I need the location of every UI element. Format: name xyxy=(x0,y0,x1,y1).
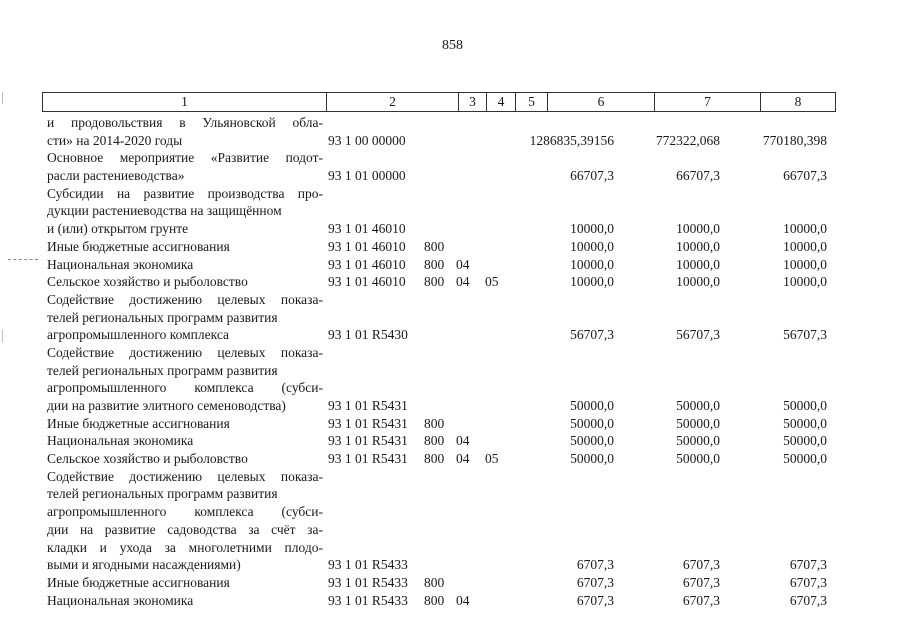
row-value-col7: 56707,3 xyxy=(676,327,720,343)
row-section: 04 xyxy=(456,451,470,467)
row-code: 93 1 01 R5433 xyxy=(328,574,408,590)
row-name: Иные бюджетные ассигнования xyxy=(47,574,230,590)
table-row xyxy=(0,468,905,486)
scan-margin-tick xyxy=(2,92,3,104)
row-section: 04 xyxy=(456,256,470,272)
row-expense-type: 800 xyxy=(424,274,445,290)
table-row xyxy=(0,326,905,344)
row-code: 93 1 01 46010 xyxy=(328,256,406,272)
table-row xyxy=(0,485,905,503)
table-row xyxy=(0,309,905,327)
row-code: 93 1 01 46010 xyxy=(328,221,406,237)
row-name: Национальная экономика xyxy=(47,256,194,272)
row-value-col6: 50000,0 xyxy=(570,415,614,431)
page-number: 858 xyxy=(442,38,463,53)
row-expense-type: 800 xyxy=(424,238,445,254)
row-code: 93 1 00 00000 xyxy=(328,132,406,148)
row-name: дии на развитие элитного семеноводства) xyxy=(47,398,286,413)
table-row xyxy=(0,539,905,557)
row-value-col6: 50000,0 xyxy=(570,433,614,449)
row-value-col8: 6707,3 xyxy=(789,557,827,573)
row-value-col6: 6707,3 xyxy=(576,592,614,608)
row-value-col7: 50000,0 xyxy=(676,415,720,431)
row-value-col6: 10000,0 xyxy=(570,274,614,290)
table-row xyxy=(0,574,905,592)
row-name: расли растениеводства» xyxy=(47,168,185,184)
row-code: 93 1 01 00000 xyxy=(328,168,406,184)
row-name: Национальная экономика xyxy=(47,592,194,608)
row-subsection: 05 xyxy=(485,274,499,290)
table-row xyxy=(0,220,905,238)
table-row xyxy=(0,450,905,468)
table-row xyxy=(0,167,905,185)
header-col-4: 4 xyxy=(487,93,516,111)
header-col-5: 5 xyxy=(516,93,548,111)
row-name: телей региональных программ развития xyxy=(47,309,278,325)
table-row xyxy=(0,256,905,274)
row-code: 93 1 01 R5433 xyxy=(328,592,408,608)
table-row xyxy=(0,149,905,167)
row-code: 93 1 01 R5431 xyxy=(328,398,408,413)
row-name: Сельское хозяйство и рыболовство xyxy=(47,274,248,290)
row-name: сти» на 2014-2020 годы xyxy=(47,132,183,148)
row-expense-type: 800 xyxy=(424,433,445,449)
row-value-col7: 50000,0 xyxy=(676,433,720,449)
row-value-col7: 772322,068 xyxy=(655,132,720,148)
row-value-col6: 10000,0 xyxy=(570,238,614,254)
row-code: 93 1 01 R5431 xyxy=(328,451,408,467)
table-body xyxy=(0,114,905,609)
row-name: Субсидии на развитие производства про- xyxy=(47,185,323,201)
header-col-1: 1 xyxy=(43,93,327,111)
table-row xyxy=(0,521,905,539)
table-row xyxy=(0,397,905,415)
row-code: 93 1 01 R5431 xyxy=(328,433,408,449)
row-name: Содействие достижению целевых показа- xyxy=(47,344,323,360)
row-value-col8: 6707,3 xyxy=(789,574,827,590)
table-row xyxy=(0,503,905,521)
row-expense-type: 800 xyxy=(424,415,445,431)
row-name: выми и ягодными насаждениями) xyxy=(47,557,241,573)
row-value-col8: 770180,398 xyxy=(762,132,827,148)
row-name: дии на развитие садоводства за счёт за- xyxy=(47,521,323,537)
row-value-col6: 50000,0 xyxy=(570,398,614,413)
table-row xyxy=(0,185,905,203)
header-col-6: 6 xyxy=(548,93,655,111)
table-row xyxy=(0,379,905,397)
row-value-col6: 1286835,39156 xyxy=(529,132,614,148)
table-row xyxy=(0,202,905,220)
table-row xyxy=(0,592,905,610)
row-value-col8: 10000,0 xyxy=(783,256,827,272)
row-section: 04 xyxy=(456,592,470,608)
table-row xyxy=(0,556,905,574)
header-col-3: 3 xyxy=(459,93,487,111)
row-value-col8: 50000,0 xyxy=(783,451,827,467)
table-row xyxy=(0,273,905,291)
row-value-col8: 6707,3 xyxy=(789,592,827,608)
row-name: телей региональных программ развития xyxy=(47,362,278,378)
row-name: агропромышленного комплекса xyxy=(47,327,229,343)
row-name: Содействие достижению целевых показа- xyxy=(47,468,323,484)
table-row xyxy=(0,238,905,256)
row-value-col7: 6707,3 xyxy=(682,592,720,608)
row-expense-type: 800 xyxy=(424,256,445,272)
row-value-col7: 10000,0 xyxy=(676,256,720,272)
row-value-col6: 56707,3 xyxy=(570,327,614,343)
row-value-col7: 10000,0 xyxy=(676,274,720,290)
row-value-col8: 50000,0 xyxy=(783,415,827,431)
row-name: Содействие достижению целевых показа- xyxy=(47,291,323,307)
row-code: 93 1 01 46010 xyxy=(328,274,406,290)
table-row xyxy=(0,415,905,433)
table-row xyxy=(0,114,905,132)
row-subsection: 05 xyxy=(485,451,499,467)
row-value-col8: 66707,3 xyxy=(783,168,827,184)
row-value-col6: 66707,3 xyxy=(570,168,614,184)
table-row xyxy=(0,432,905,450)
row-value-col7: 50000,0 xyxy=(676,451,720,467)
row-name: Основное мероприятие «Развитие подот- xyxy=(47,150,323,166)
row-value-col8: 50000,0 xyxy=(783,398,827,413)
row-name: кладки и ухода за многолетними плодо- xyxy=(47,539,323,555)
row-expense-type: 800 xyxy=(424,592,445,608)
row-code: 93 1 01 46010 xyxy=(328,238,406,254)
row-value-col8: 10000,0 xyxy=(783,221,827,237)
header-col-2: 2 xyxy=(327,93,459,111)
row-value-col7: 66707,3 xyxy=(676,168,720,184)
row-name: телей региональных программ развития xyxy=(47,486,278,502)
row-value-col8: 10000,0 xyxy=(783,274,827,290)
row-value-col7: 10000,0 xyxy=(676,238,720,254)
header-col-7: 7 xyxy=(655,93,761,111)
row-value-col7: 10000,0 xyxy=(676,221,720,237)
row-name: агропромышленного комплекса (субси- xyxy=(47,504,323,520)
row-value-col6: 10000,0 xyxy=(570,256,614,272)
table-row xyxy=(0,344,905,362)
row-value-col6: 6707,3 xyxy=(576,574,614,590)
row-section: 04 xyxy=(456,433,470,449)
table-row xyxy=(0,362,905,380)
table-header xyxy=(42,92,836,112)
row-value-col7: 50000,0 xyxy=(676,398,720,413)
row-section: 04 xyxy=(456,274,470,290)
row-name: Национальная экономика xyxy=(47,433,194,449)
row-name: и продовольствия в Ульяновской обла- xyxy=(47,115,323,130)
row-name: агропромышленного комплекса (субси- xyxy=(47,380,323,396)
row-code: 93 1 01 R5431 xyxy=(328,415,408,431)
header-col-8: 8 xyxy=(794,94,802,109)
row-expense-type: 800 xyxy=(424,574,445,590)
row-name: Иные бюджетные ассигнования xyxy=(47,415,230,431)
row-name: Сельское хозяйство и рыболовство xyxy=(47,451,248,467)
row-value-col8: 10000,0 xyxy=(783,238,827,254)
row-code: 93 1 01 R5430 xyxy=(328,327,408,343)
row-code: 93 1 01 R5433 xyxy=(328,557,408,573)
row-expense-type: 800 xyxy=(424,451,445,467)
row-value-col6: 50000,0 xyxy=(570,451,614,467)
table-row xyxy=(0,132,905,150)
row-name: и (или) открытом грунте xyxy=(47,221,189,237)
row-value-col7: 6707,3 xyxy=(682,557,720,573)
row-value-col6: 6707,3 xyxy=(576,557,614,573)
row-name: дукции растениеводства на защищённом xyxy=(47,203,282,219)
table-row xyxy=(0,291,905,309)
row-name: Иные бюджетные ассигнования xyxy=(47,238,230,254)
row-value-col8: 50000,0 xyxy=(783,433,827,449)
row-value-col7: 6707,3 xyxy=(682,574,720,590)
row-value-col6: 10000,0 xyxy=(570,221,614,237)
row-value-col8: 56707,3 xyxy=(783,327,827,343)
